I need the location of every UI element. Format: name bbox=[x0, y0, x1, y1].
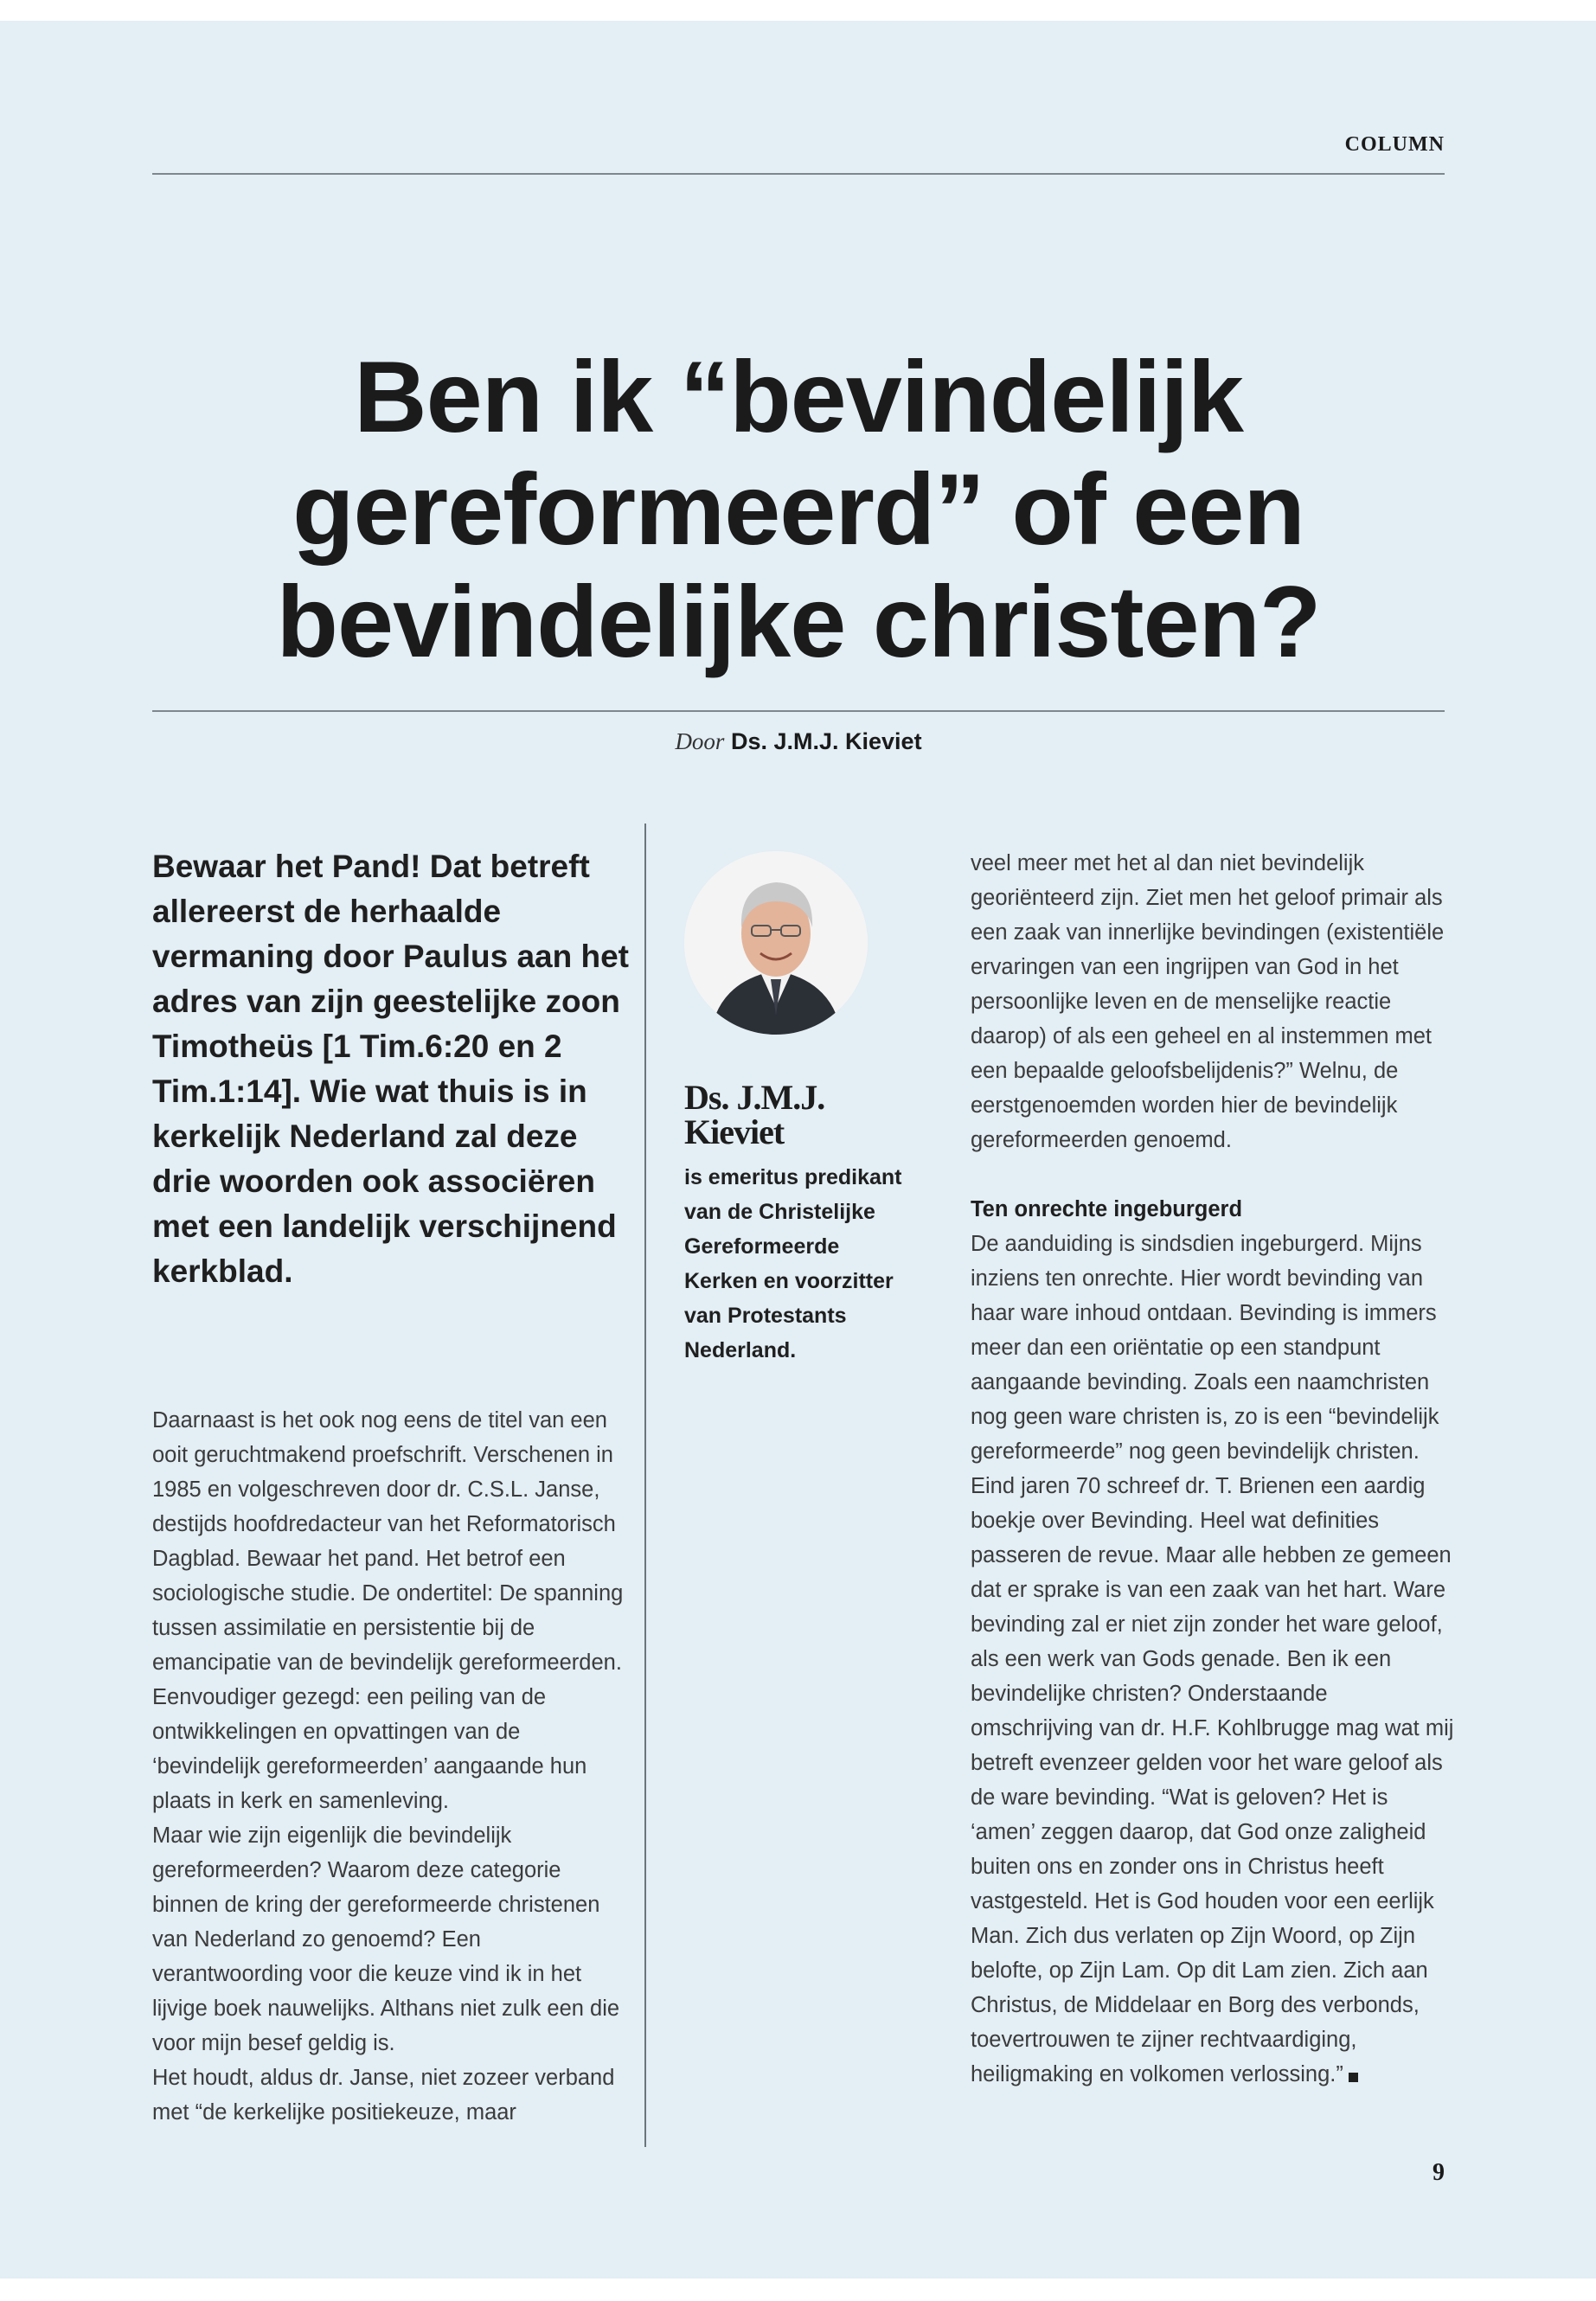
section-label: COLUMN bbox=[1344, 133, 1445, 156]
body-paragraph: veel meer met het al dan niet bevindelijk georiënteerd zijn. Ziet men het geloof primair als een zaak van innerlijke bevindingen (existentiële ervaringen van een ingrijpen van God in het persoonlijke leven en de menselijke reactie daarop) of als een geheel en al instemmen met een bepaalde geloofsbelijdenis?” Welnu, de eerstgenoemden worden hier de bevindelijk gereformeerden genoemd. bbox=[971, 851, 1445, 1152]
lead-paragraph: Bewaar het Pand! Dat betreft allereerst de herhaalde vermaning door Paulus aan het adres van zijn geestelijke zoon Timotheüs [1 Tim.6:20 en 2 Tim.1:14]. Wie wat thuis is in kerkelijk Nederland zal deze drie woorden ook associëren met een landelijk verschijnend kerkblad. bbox=[152, 849, 630, 1289]
title-divider bbox=[152, 710, 1445, 712]
article-title: Ben ik “bevindelijk gereformeerd” of een bevindelijke christen? bbox=[276, 340, 1321, 678]
column-left bbox=[152, 1403, 632, 2130]
body-paragraph: Maar wie zijn eigenlijk die bevindelijk gereformeerden? Waarom deze categorie binnen de kring der gereformeerde christenen van Nederland zo genoemd? Een verantwoording voor die keuze vind ik in het lijvige boek nauwelijks. Althans niet zulk een die voor mijn besef geldig is. bbox=[152, 1823, 620, 2055]
column-right bbox=[971, 846, 1455, 2092]
magazine-page bbox=[0, 21, 1596, 2279]
author-name: Ds. J.M.J. Kieviet bbox=[684, 1078, 825, 1151]
end-of-article-mark bbox=[1349, 2073, 1358, 2082]
byline bbox=[152, 728, 1445, 755]
page-number: 9 bbox=[1433, 2159, 1445, 2186]
body-paragraph: De aanduiding is sindsdien ingeburgerd. Mijns inziens ten onrechte. Hier wordt bevinding van haar ware inhoud ontdaan. Bevinding is immers meer dan een oriëntatie op een standpunt aangaande bevinding. Zoals een naamchristen nog geen ware christen is, zo is een “bevindelijk gereformeerde” nog geen bevindelijk christen. bbox=[971, 1232, 1439, 1464]
top-divider bbox=[152, 173, 1445, 175]
column-divider bbox=[644, 824, 646, 2147]
body-paragraph: Daarnaast is het ook nog eens de titel van een ooit geruchtmakend proefschrift. Verschenen in 1985 en volgeschreven door dr. C.S.L. Janse, destijds hoofdredacteur van het Reformatorisch Dagblad. Bewaar het pand. Het betrof een sociologische studie. De ondertitel: De spanning tussen assimilatie en persistentie bij de emancipatie van de bevindelijk gereformeerden. Eenvoudiger gezegd: een peiling van de ontwikkelingen en opvattingen van de ‘bevindelijk gereformeerden’ aangaande hun plaats in kerk en samenleving. bbox=[152, 1408, 624, 1813]
byline-prefix: Door bbox=[675, 728, 725, 754]
author-photo bbox=[684, 851, 868, 1035]
body-paragraph-final bbox=[971, 1469, 1455, 2092]
byline-author: Ds. J.M.J. Kieviet bbox=[730, 728, 922, 754]
body-paragraph: Het houdt, aldus dr. Janse, niet zozeer verband met “de kerkelijke positiekeuze, maar bbox=[152, 2066, 615, 2125]
section-subheading: Ten onrechte ingeburgerd bbox=[971, 1197, 1243, 1221]
author-bio: is emeritus predikant van de Christelijke Gereformeerde Kerken en voorzitter van Protestants Nederland. bbox=[684, 1165, 902, 1362]
final-paragraph-text: Eind jaren 70 schreef dr. T. Brienen een aardig boekje over Bevinding. Heel wat definities passeren de revue. Maar alle hebben ze gemeen dat er sprake is van een zaak van het hart. Ware bevinding zal er niet zijn zonder het ware geloof, als een werk van Gods genade. Ben ik een bevindelijke christen? Onderstaande omschrijving van dr. H.F. Kohlbrugge mag wat mij betreft evenzeer gelden voor het ware geloof als de ware bevinding. “Wat is geloven? Het is ‘amen’ zeggen daarop, dat God onze zaligheid buiten ons en zonder ons in Christus heeft vastgesteld. Het is God houden voor een eerlijk Man. Zich dus verlaten op Zijn Woord, op Zijn belofte, op Zijn Lam. Op dit Lam zien. Zich aan Christus, de Middelaar en Borg des verbonds, toevertrouwen te zijner rechtvaardiging, heiligmaking en volkomen verlossing.” bbox=[971, 1474, 1454, 2086]
